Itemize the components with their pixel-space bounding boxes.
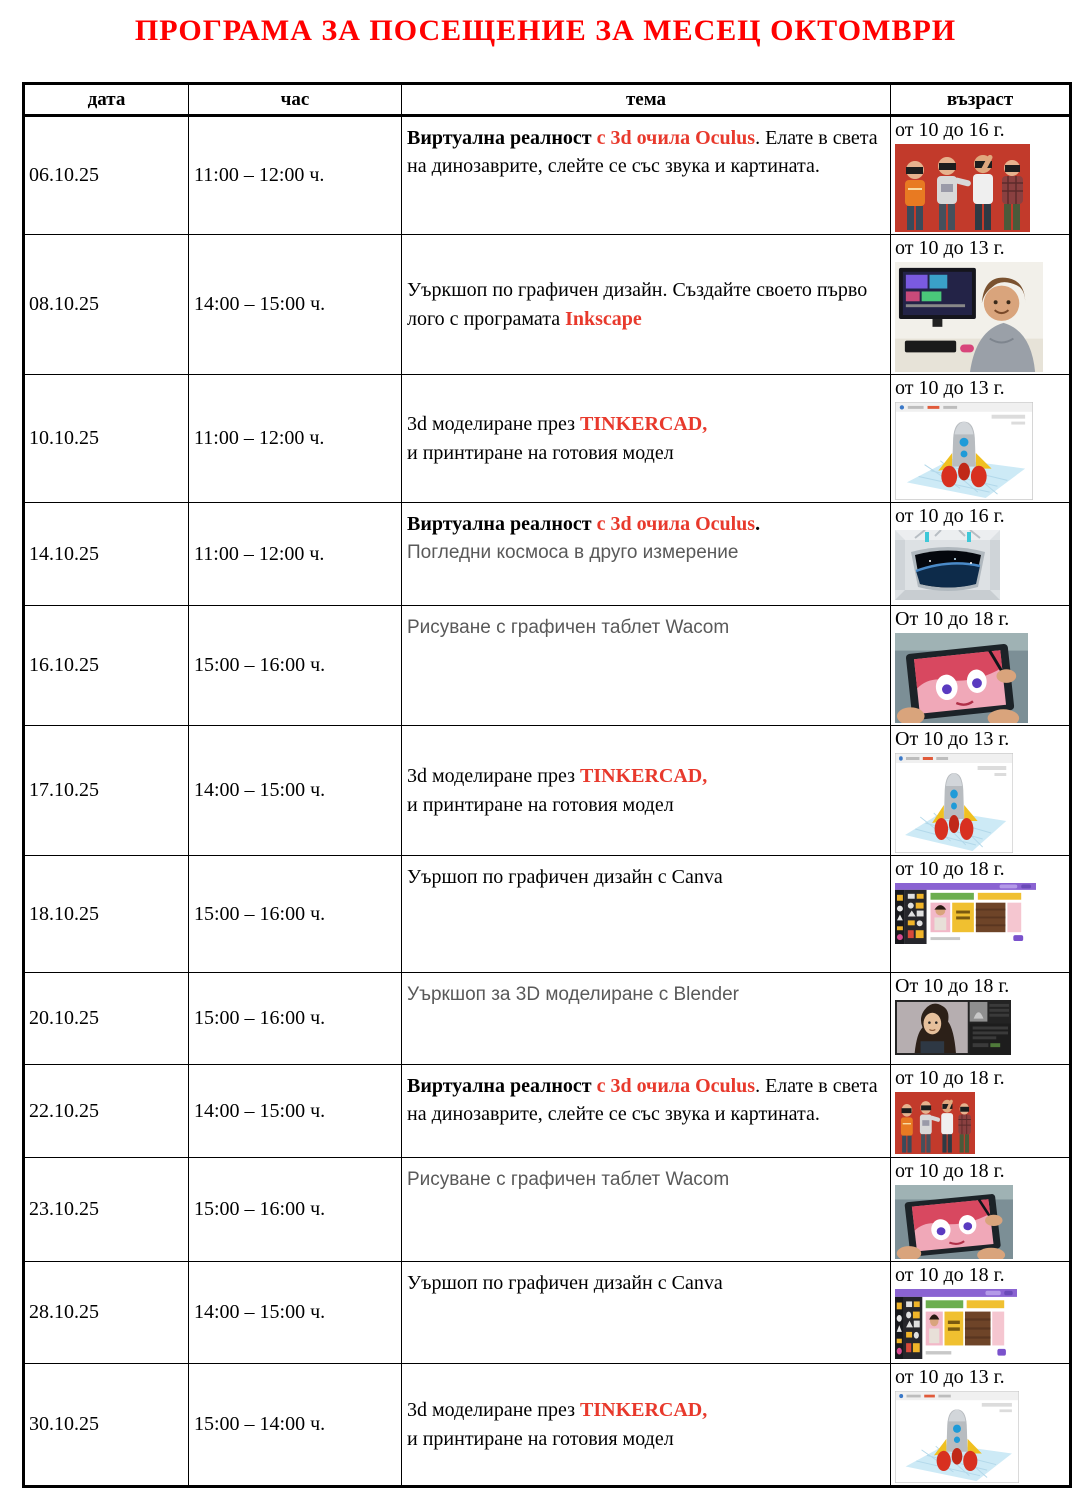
topic-cell [402,1158,891,1262]
topic-cell [402,503,891,606]
age-label: от 10 до 13 г. [895,237,1005,259]
topic-text: Рисуване с графичен таблет Wacom [407,617,730,638]
column-header-topic: тема [402,84,891,116]
topic-cell [402,726,891,856]
topic-text: Уършоп по графичен дизайн с Canva [407,1272,723,1294]
time-cell: 14:00 – 15:00 ч. [189,726,402,856]
topic-text: 3d моделиране през [407,765,580,788]
table-row [24,1364,1071,1487]
vr-kids-image [895,144,1067,232]
topic-text: и принтиране на готовия модел [407,793,674,816]
table-row [24,1158,1071,1262]
date-cell: 10.10.25 [24,375,189,503]
age-cell [891,375,1071,503]
column-header-date: дата [24,84,189,116]
topic-text: с 3d очила Oculus [596,513,756,535]
date-cell: 28.10.25 [24,1262,189,1364]
time-cell: 11:00 – 12:00 ч. [189,375,402,503]
topic-text: Inkscape [565,307,642,330]
topic-cell [402,375,891,503]
date-cell: 06.10.25 [24,116,189,235]
date-cell: 17.10.25 [24,726,189,856]
date-cell: 08.10.25 [24,235,189,375]
age-cell [891,726,1071,856]
topic-text: . Елате в света на динозаврите, слейте се със звука и картината. [407,127,878,178]
age-cell [891,116,1071,235]
wacom-tablet-image [895,1185,1067,1259]
age-label: от 10 до 18 г. [895,1067,1005,1089]
wacom-tablet-image [895,633,1067,723]
age-cell [891,1158,1071,1262]
age-label: От 10 до 13 г. [895,728,1010,750]
topic-text: TINKERCAD, [580,765,708,788]
time-cell: 14:00 – 15:00 ч. [189,1065,402,1158]
header-row [24,84,1071,116]
table-row [24,606,1071,726]
age-cell [891,606,1071,726]
date-cell: 14.10.25 [24,503,189,606]
topic-text: Уъркшоп по графичен дизайн. Създайте своето първо лого с програмата [407,279,868,330]
table-row [24,375,1071,503]
topic-text: . [755,513,761,535]
girl-computer-image [895,262,1067,372]
time-cell: 15:00 – 16:00 ч. [189,973,402,1065]
table-row [24,235,1071,375]
topic-text: с 3d очила Oculus [596,127,756,149]
age-cell [891,1065,1071,1158]
age-cell [891,856,1071,973]
vr-kids-image [895,1092,1067,1154]
topic-text: 3d моделиране през [407,413,580,436]
date-cell: 30.10.25 [24,1364,189,1487]
table-row [24,116,1071,235]
topic-text: и принтиране на готовия модел [407,441,674,464]
age-cell [891,1364,1071,1487]
age-label: От 10 до 18 г. [895,608,1010,630]
time-cell: 11:00 – 12:00 ч. [189,503,402,606]
age-cell [891,973,1071,1065]
table-row [24,1262,1071,1364]
age-label: от 10 до 18 г. [895,858,1005,880]
document-page [0,14,1091,1488]
table-row [24,973,1071,1065]
age-label: От 10 до 18 г. [895,975,1010,997]
topic-text: Уършоп по графичен дизайн с Canva [407,866,723,888]
topic-cell [402,1262,891,1364]
column-header-time: час [189,84,402,116]
date-cell: 20.10.25 [24,973,189,1065]
topic-text: Уъркшоп за 3D моделиране с Blender [407,984,739,1005]
topic-text: TINKERCAD, [580,1399,708,1422]
time-cell: 15:00 – 16:00 ч. [189,1158,402,1262]
time-cell: 15:00 – 14:00 ч. [189,1364,402,1487]
blender-model-image [895,1000,1067,1055]
table-row [24,726,1071,856]
tinkercad-rocket-image [895,402,1067,500]
age-cell [891,235,1071,375]
time-cell: 14:00 – 15:00 ч. [189,1262,402,1364]
topic-cell [402,606,891,726]
table-row [24,856,1071,973]
canva-editor-image [895,883,1067,944]
topic-text: Виртуална реалност [407,127,597,149]
time-cell: 11:00 – 12:00 ч. [189,116,402,235]
age-label: от 10 до 13 г. [895,377,1005,399]
age-label: от 10 до 13 г. [895,1366,1005,1388]
date-cell: 16.10.25 [24,606,189,726]
table-row [24,503,1071,606]
date-cell: 18.10.25 [24,856,189,973]
topic-cell [402,235,891,375]
program-table-body [24,116,1071,1487]
table-row [24,1065,1071,1158]
age-label: от 10 до 18 г. [895,1264,1005,1286]
topic-text: с 3d очила Oculus [596,1075,756,1097]
topic-cell [402,973,891,1065]
date-cell: 23.10.25 [24,1158,189,1262]
date-cell: 22.10.25 [24,1065,189,1158]
topic-text: 3d моделиране през [407,1399,580,1422]
program-table [22,82,1072,1488]
time-cell: 14:00 – 15:00 ч. [189,235,402,375]
age-cell [891,1262,1071,1364]
space-window-image [895,530,1067,600]
tinkercad-rocket-image [895,1391,1067,1483]
topic-cell [402,1065,891,1158]
topic-text: и принтиране на готовия модел [407,1427,674,1450]
time-cell: 15:00 – 16:00 ч. [189,856,402,973]
topic-text: Виртуална реалност [407,513,597,535]
topic-text: Погледни космоса в друго измерение [407,542,739,564]
column-header-age: възраст [891,84,1071,116]
topic-text: . Елате в света на динозаврите, слейте се със звука и картината. [407,1075,878,1126]
page-title: ПРОГРАМА ЗА ПОСЕЩЕНИЕ ЗА МЕСЕЦ ОКТОМВРИ [134,14,957,47]
age-cell [891,503,1071,606]
topic-text: TINKERCAD, [580,413,708,436]
topic-cell [402,856,891,973]
age-label: от 10 до 16 г. [895,119,1005,141]
canva-editor-image [895,1289,1067,1359]
topic-text: Рисуване с графичен таблет Wacom [407,1169,730,1190]
age-label: от 10 до 16 г. [895,505,1005,527]
age-label: от 10 до 18 г. [895,1160,1005,1182]
time-cell: 15:00 – 16:00 ч. [189,606,402,726]
topic-text: Виртуална реалност [407,1075,597,1097]
topic-cell [402,116,891,235]
topic-cell [402,1364,891,1487]
tinkercad-rocket-image [895,753,1067,853]
